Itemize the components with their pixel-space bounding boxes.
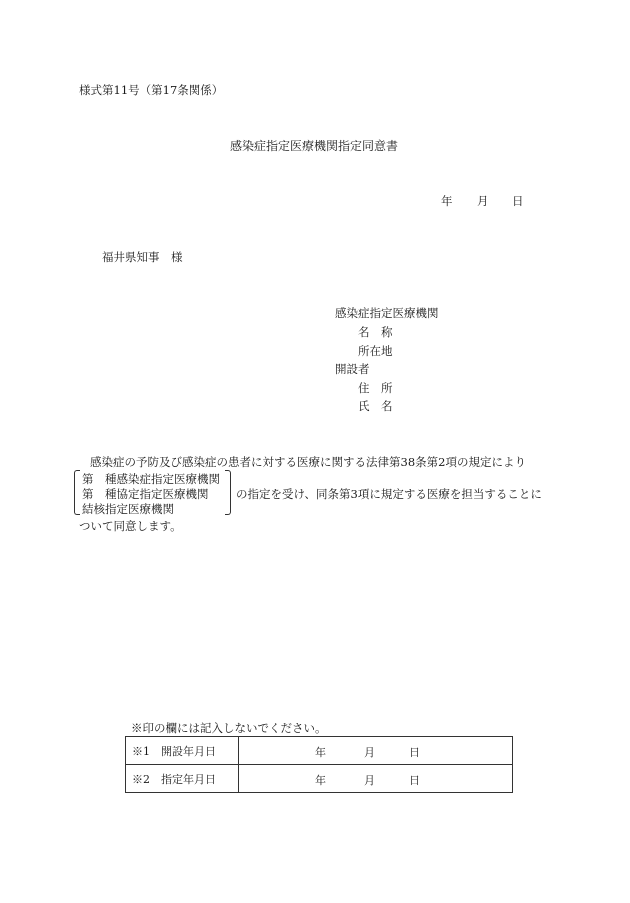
option-type-2: 第 種協定指定医療機関 — [82, 487, 209, 501]
row-label: ※2 指定年月日 — [126, 765, 239, 793]
row-day: 日 — [409, 774, 420, 787]
body-line-2: の指定を受け、同条第3項に規定する医療を担当することに — [236, 487, 542, 501]
person-name-label: 氏 名 — [358, 399, 393, 413]
row-date — [239, 737, 513, 765]
row-month: 月 — [364, 774, 375, 787]
table-row — [126, 737, 513, 765]
left-bracket — [74, 470, 80, 515]
name-label: 名 称 — [358, 325, 393, 339]
row-day: 日 — [409, 746, 420, 759]
address-label: 住 所 — [358, 381, 393, 395]
addressee: 福井県知事 様 — [102, 250, 183, 264]
location-label: 所在地 — [358, 344, 393, 358]
body-line-3: ついて同意します。 — [79, 519, 182, 533]
row-year: 年 — [315, 774, 326, 787]
date-year: 年 — [441, 194, 453, 208]
option-tuberculosis: 結核指定医療機関 — [82, 502, 174, 516]
table-row — [126, 765, 513, 793]
row-label: ※1 開設年月日 — [126, 737, 239, 765]
founder-label: 開設者 — [335, 362, 370, 376]
right-bracket — [225, 470, 231, 515]
form-number: 様式第11号（第17条関係） — [79, 83, 224, 97]
date-month: 月 — [477, 194, 489, 208]
office-use-note: ※印の欄には記入しないでください。 — [131, 721, 327, 735]
option-type-1: 第 種感染症指定医療機関 — [82, 472, 220, 486]
row-month: 月 — [364, 746, 375, 759]
date-day: 日 — [512, 194, 524, 208]
row-date — [239, 765, 513, 793]
office-use-table — [125, 736, 513, 793]
row-year: 年 — [315, 746, 326, 759]
document-title: 感染症指定医療機関指定同意書 — [230, 139, 399, 153]
institution-label: 感染症指定医療機関 — [335, 306, 439, 320]
body-line-1: 感染症の予防及び感染症の患者に対する医療に関する法律第38条第2項の規定により — [90, 455, 526, 469]
